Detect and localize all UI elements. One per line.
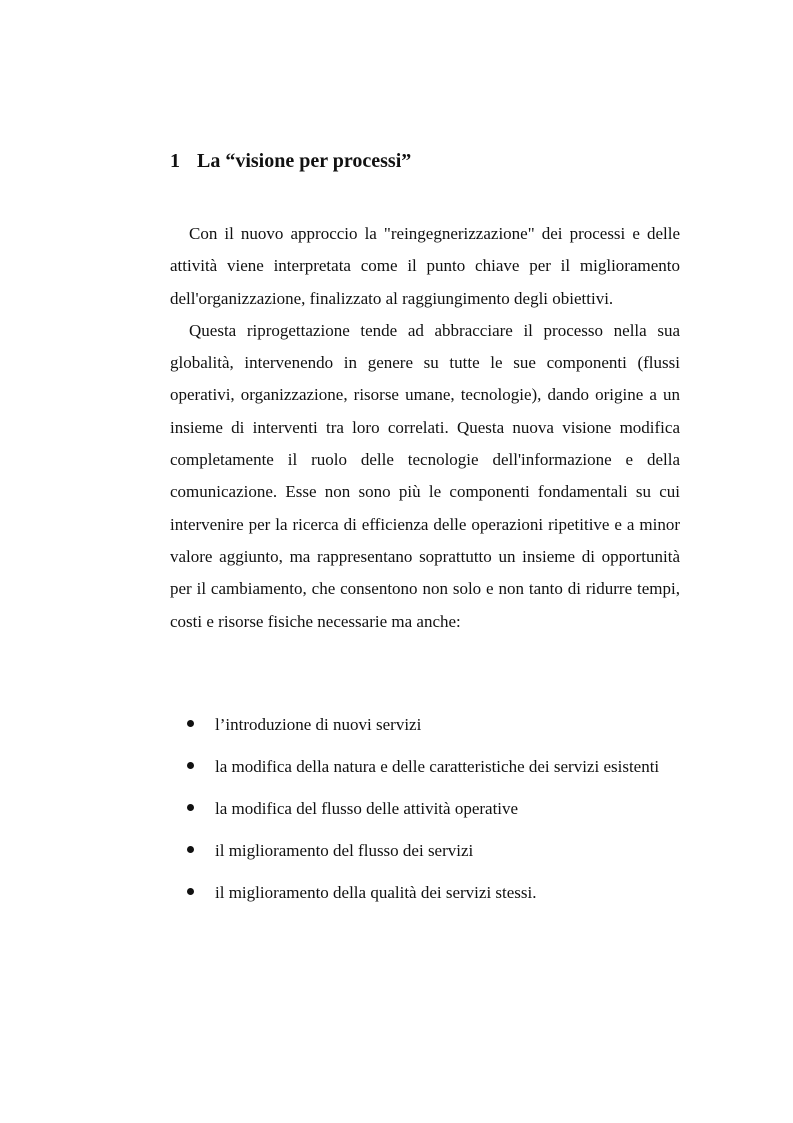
section-title: La “visione per processi”: [197, 150, 412, 172]
section-number: 1: [170, 150, 180, 172]
bullet-icon: [187, 762, 194, 769]
bullet-icon: [187, 846, 194, 853]
section-heading: [170, 147, 411, 175]
bullet-icon: [187, 804, 194, 811]
bullet-icon: [187, 888, 194, 895]
list-item-text: l’introduzione di nuovi servizi: [215, 715, 422, 734]
list-item-text: il miglioramento del flusso dei servizi: [215, 841, 474, 860]
bullet-list: [170, 709, 680, 919]
list-item-text: la modifica del flusso delle attività operative: [215, 799, 519, 818]
list-item: [170, 835, 680, 867]
list-item: [170, 793, 680, 825]
list-item-text: il miglioramento della qualità dei servizi stessi.: [215, 883, 537, 902]
list-item: [170, 751, 680, 783]
list-item: [170, 709, 680, 741]
paragraph: Questa riprogettazione tende ad abbracciare il processo nella sua globalità, intervenendo in genere su tutte le sue componenti (flussi operativi, organizzazione, risorse umane, tecnologie), dando origine a un insieme di interventi tra loro correlati. Questa nuova visione modifica completamente il ruolo delle tecnologie dell'informazione e della comunicazione. Esse non sono più le componenti fondamentali su cui intervenire per la ricerca di efficienza delle operazioni ripetitive e a minor valore aggiunto, ma rappresentano soprattutto un insieme di opportunità per il cambiamento, che consentono non solo e non tanto di ridurre tempi, costi e risorse fisiche necessarie ma anche:: [170, 320, 680, 631]
list-item-text: la modifica della natura e delle caratteristiche dei servizi esistenti: [215, 757, 660, 776]
list-item: [170, 877, 680, 909]
body-text: [170, 218, 680, 638]
bullet-icon: [187, 720, 194, 727]
paragraph: Con il nuovo approccio la "reingegnerizzazione" dei processi e delle attività viene interpretata come il punto chiave per il miglioramento dell'organizzazione, finalizzato al raggiungimento degli obiettivi.: [170, 224, 680, 308]
